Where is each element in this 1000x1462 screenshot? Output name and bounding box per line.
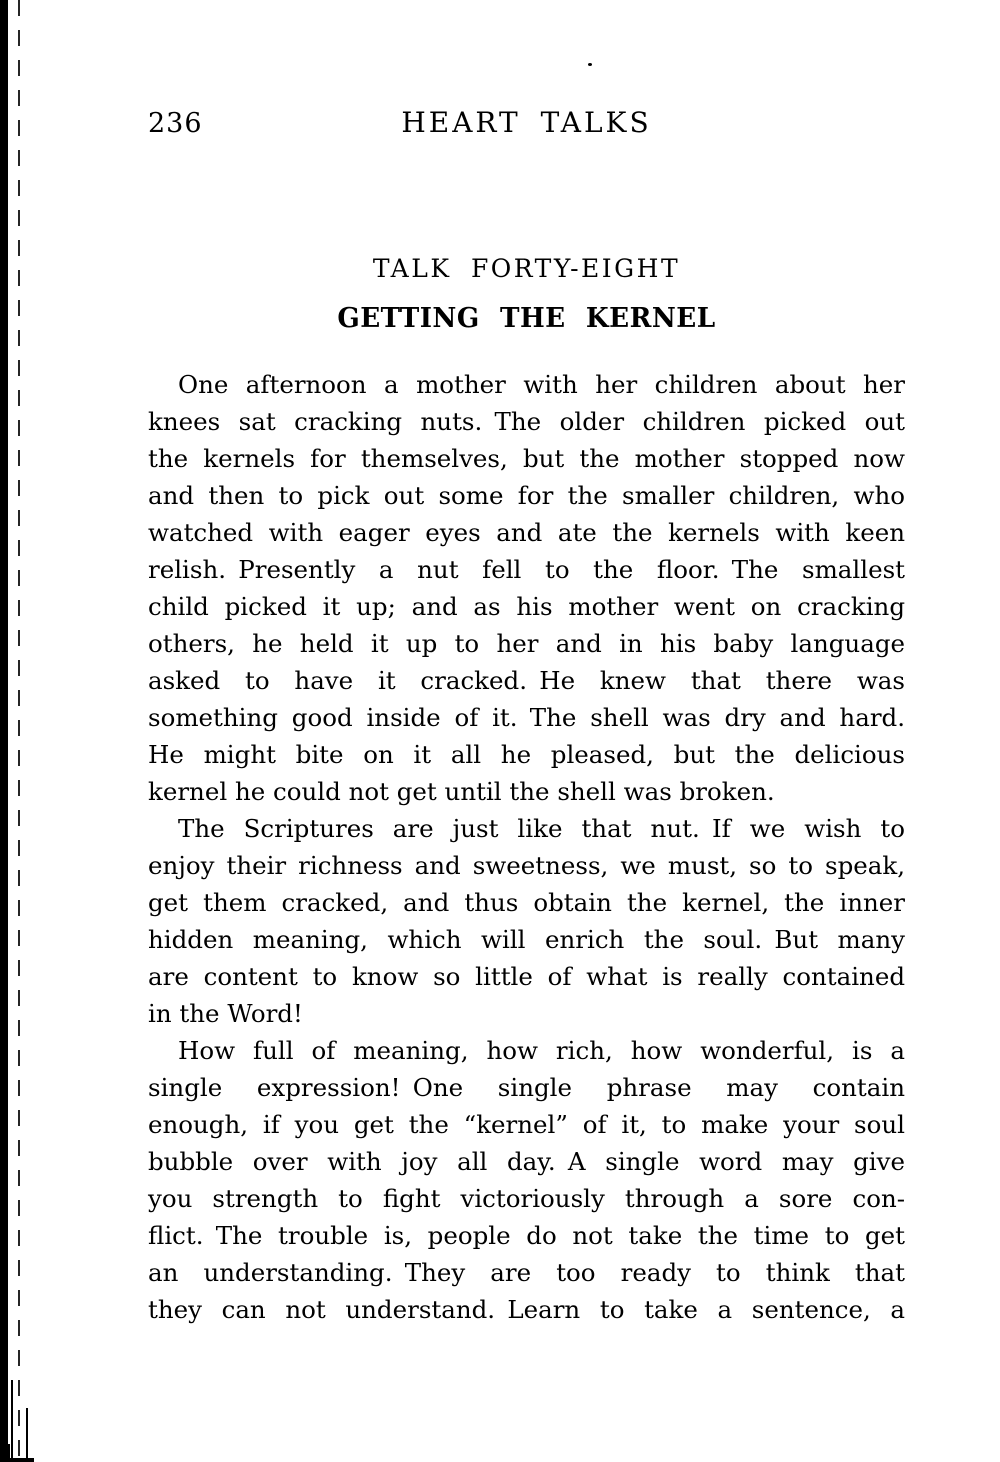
paragraph-2: [148, 810, 905, 1032]
text-line: enjoy their richness and sweetness, we must, so to speak,: [148, 851, 905, 880]
text-line: flict. The trouble is, people do not take the time to get: [148, 1221, 905, 1250]
text-line: enough, if you get the “kernel” of it, to make your soul: [148, 1110, 905, 1139]
scan-gutter-bar: [0, 0, 8, 1462]
text-line: you strength to fight victoriously through a sore con-: [148, 1184, 905, 1213]
scan-corner-mark: [26, 1408, 28, 1462]
paragraph-1: [148, 366, 905, 810]
text-line: are content to know so little of what is really contained: [148, 962, 905, 991]
text-line: He might bite on it all he pleased, but the delicious: [148, 740, 905, 769]
scan-speck: [588, 63, 592, 66]
text-line: knees sat cracking nuts. The older children picked out: [148, 407, 905, 436]
text-line: get them cracked, and thus obtain the kernel, the inner: [148, 888, 905, 917]
scan-gutter-line: [18, 0, 20, 1462]
body-text: [148, 366, 905, 1328]
text-line: hidden meaning, which will enrich the soul. But many: [148, 925, 905, 954]
text-line: The Scriptures are just like that nut. If we wish to: [178, 814, 905, 843]
text-line: kernel he could not get until the shell was broken.: [148, 777, 775, 806]
text-line: relish. Presently a nut fell to the floor. The smallest: [148, 555, 905, 584]
text-line: an understanding. They are too ready to think that: [148, 1258, 905, 1287]
text-line: watched with eager eyes and ate the kernels with keen: [148, 518, 905, 547]
paragraph-3: [148, 1032, 905, 1328]
text-line: How full of meaning, how rich, how wonderful, is a: [178, 1036, 905, 1065]
text-line: and then to pick out some for the smaller children, who: [148, 481, 905, 510]
text-line: they can not understand. Learn to take a sentence, a: [148, 1295, 905, 1324]
text-line: in the Word!: [148, 999, 303, 1028]
text-line: asked to have it cracked. He knew that there was: [148, 666, 905, 695]
running-head: HEART TALKS: [401, 106, 652, 139]
text-column: [148, 254, 905, 1328]
scan-bottom-edge-line: [0, 1458, 34, 1462]
text-line: child picked it up; and as his mother went on cracking: [148, 592, 905, 621]
text-line: something good inside of it. The shell was dry and hard.: [148, 703, 905, 732]
chapter-heading: GETTING THE KERNEL: [337, 303, 716, 334]
text-line: the kernels for themselves, but the mother stopped now: [148, 444, 905, 473]
text-line: single expression! One single phrase may contain: [148, 1073, 905, 1102]
text-line: One afternoon a mother with her children about her: [178, 370, 905, 399]
page-number: 236: [148, 108, 203, 139]
talk-heading: TALK FORTY-EIGHT: [372, 254, 681, 283]
text-line: bubble over with joy all day. A single word may give: [148, 1147, 905, 1176]
text-line: others, he held it up to her and in his baby language: [148, 629, 905, 658]
scan-gutter-line-lower: [11, 1380, 13, 1462]
